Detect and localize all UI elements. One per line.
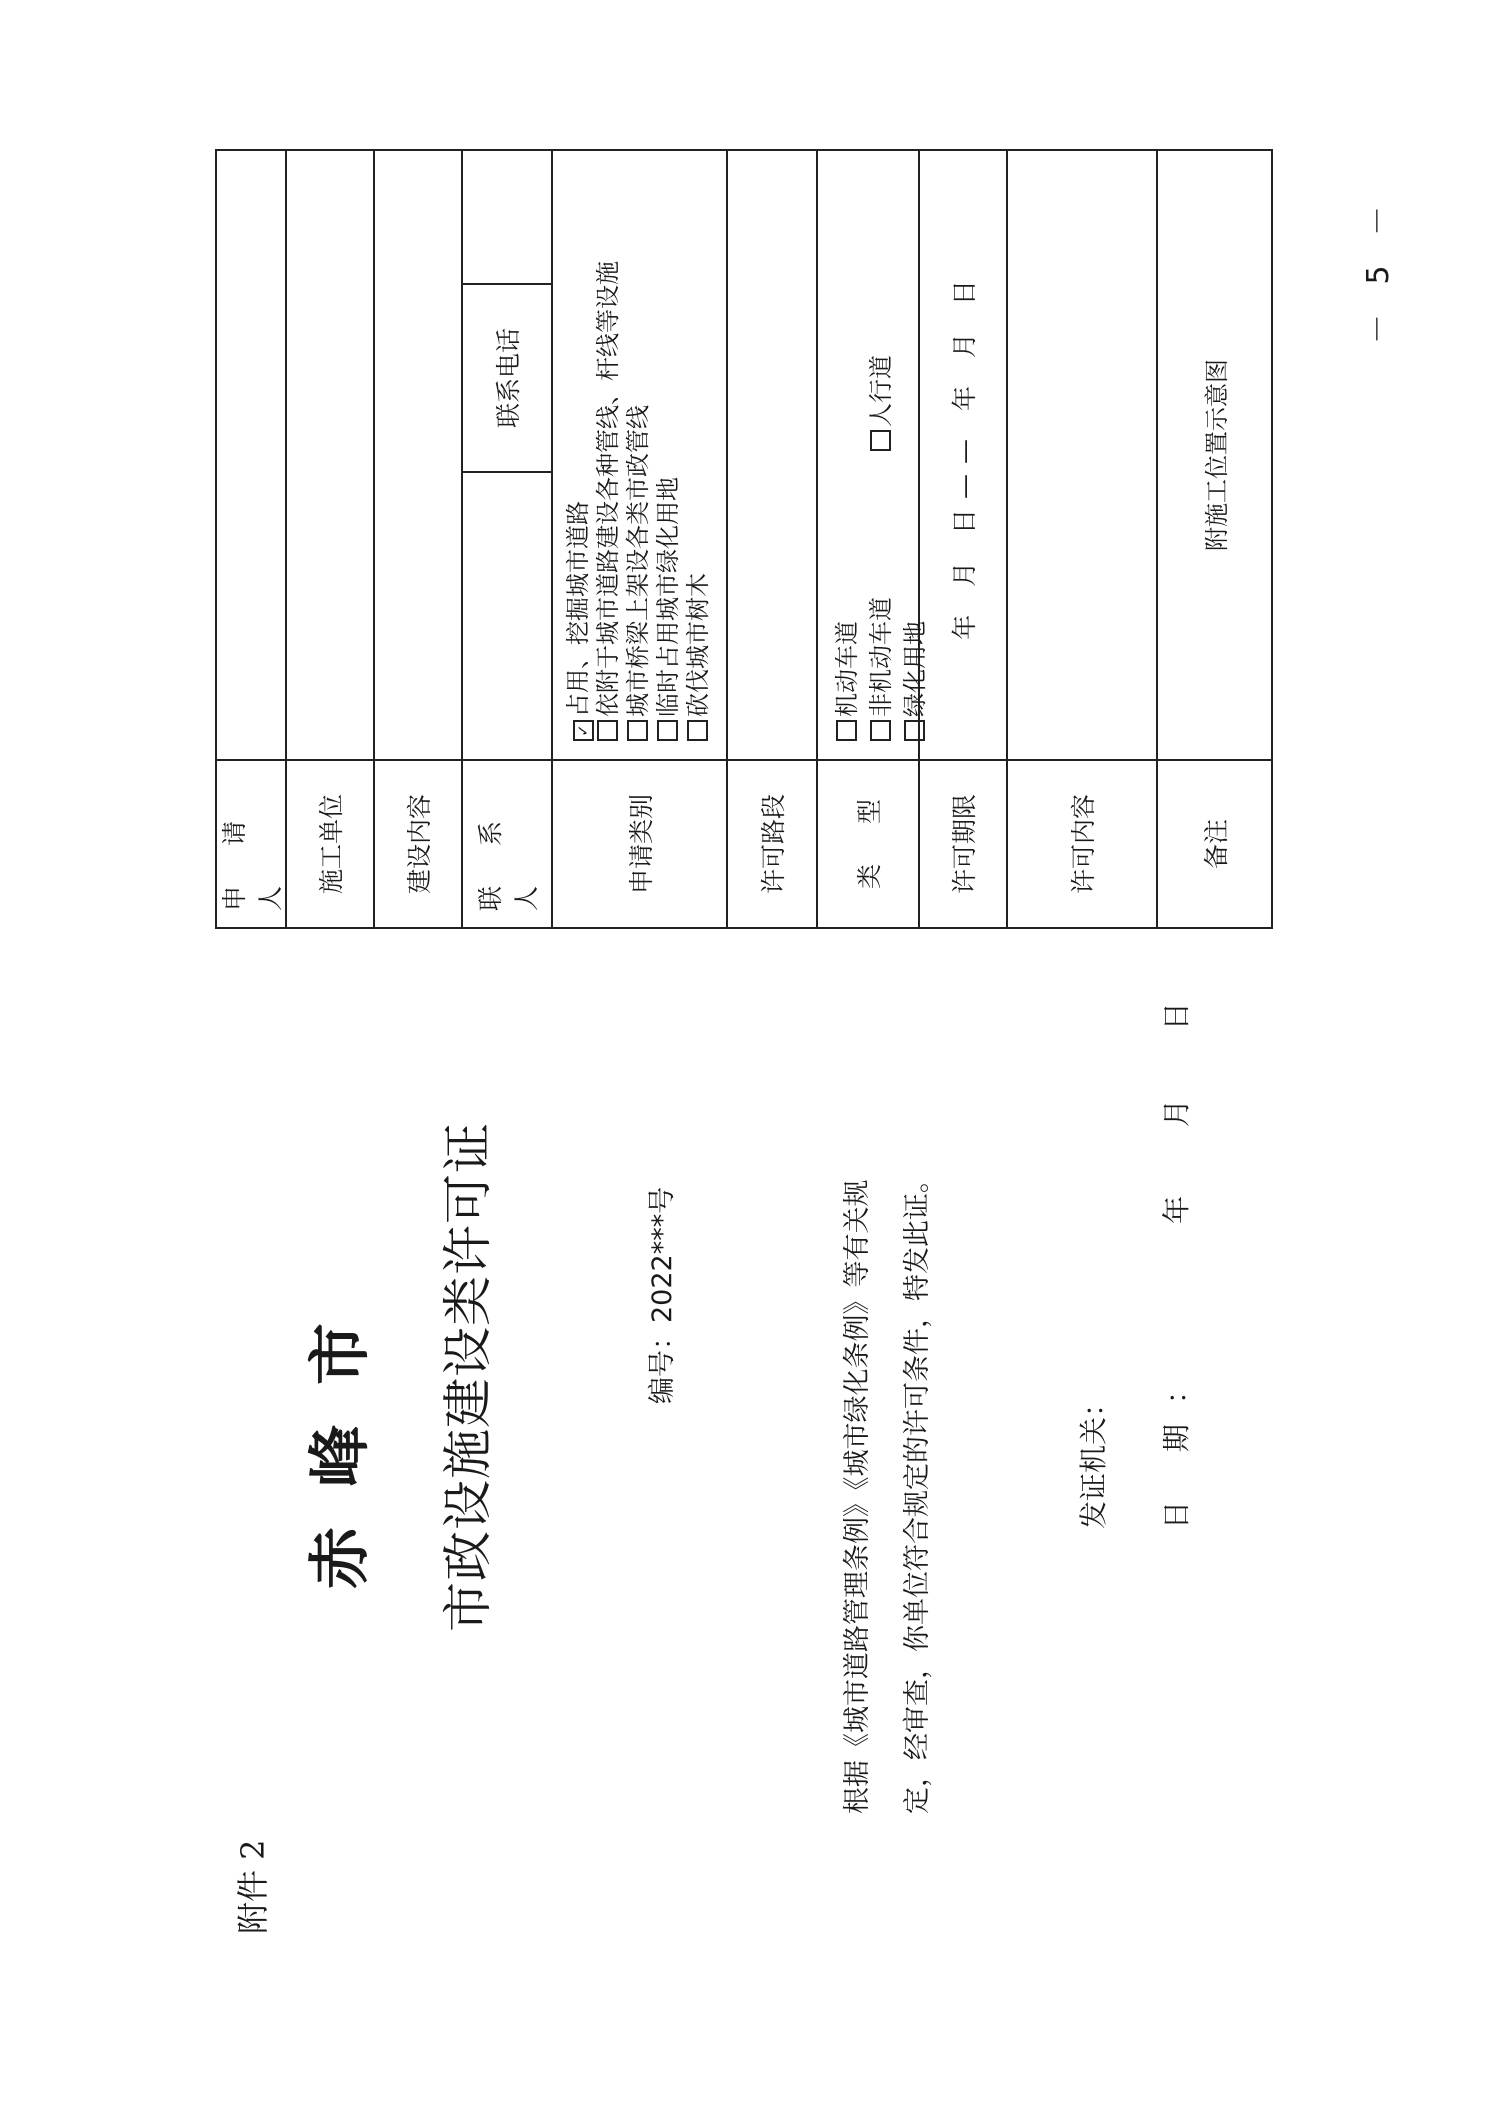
serial-number: 编号：2022***号 xyxy=(647,1186,678,1404)
checkbox-icon[interactable] xyxy=(627,720,648,741)
row-period xyxy=(920,151,1008,927)
type-label: 类 型 xyxy=(818,759,918,927)
checkbox-checked-icon[interactable]: ✓ xyxy=(573,720,594,741)
row-type xyxy=(818,151,929,927)
body-paragraph: 根据《城市道路管理条例》《城市绿化条例》等有关规定，经审查，你单位符合规定的许可条件，特发此证。 xyxy=(842,1166,933,1814)
category-label: 申请类别 xyxy=(553,759,726,927)
row-category xyxy=(553,151,728,927)
contractor-label: 施工单位 xyxy=(287,759,373,927)
category-option[interactable]: 砍伐城市树木 xyxy=(683,169,713,741)
period-value: 年 月 日—— 年 月 日 xyxy=(950,270,979,640)
contact-label: 联 系 人 xyxy=(463,759,551,927)
content-label: 建设内容 xyxy=(375,759,461,927)
date-label: 日 期： xyxy=(1160,1356,1193,1529)
phone-label: 联系电话 xyxy=(463,283,551,473)
permit-table xyxy=(215,149,1273,929)
city-title: 赤峰市 xyxy=(303,1282,376,1589)
date-value: 年 月 日 xyxy=(1160,972,1193,1224)
type-option[interactable]: 人行道 xyxy=(867,355,895,451)
checkbox-icon[interactable] xyxy=(836,720,857,741)
type-options xyxy=(818,151,929,759)
row-contractor xyxy=(287,151,375,927)
row-contact xyxy=(463,151,553,927)
permit-content-label: 许可内容 xyxy=(1008,759,1156,927)
type-option[interactable]: 机动车道 xyxy=(830,451,864,741)
checkbox-icon[interactable] xyxy=(597,720,618,741)
attachment-label: 附件 2 xyxy=(234,1839,272,1934)
permit-title: 市政设施建设类许可证 xyxy=(439,1122,497,1632)
row-remark xyxy=(1158,151,1271,927)
remark-value: 附施工位置示意图 xyxy=(1203,359,1231,551)
issuer-label: 发证机关： xyxy=(1077,1388,1110,1529)
category-option[interactable]: 临时占用城市绿化用地 xyxy=(653,169,683,741)
category-option[interactable]: 城市桥梁上架设各类市政管线 xyxy=(623,169,653,741)
category-option[interactable]: ✓占用、挖掘城市道路 xyxy=(563,169,593,741)
row-permit-content xyxy=(1008,151,1158,927)
type-option[interactable]: 绿化用地 xyxy=(901,621,929,741)
category-option[interactable]: 依附于城市道路建设各种管线、杆线等设施 xyxy=(593,169,623,741)
period-label: 许可期限 xyxy=(920,759,1006,927)
checkbox-icon[interactable] xyxy=(687,720,708,741)
row-content xyxy=(375,151,463,927)
row-applicant xyxy=(217,151,287,927)
checkbox-icon[interactable] xyxy=(870,720,891,741)
row-section xyxy=(728,151,818,927)
remark-label: 备注 xyxy=(1158,759,1271,927)
category-options xyxy=(553,151,726,759)
applicant-label: 申 请 人 xyxy=(217,759,285,927)
type-option[interactable]: 非机动车道 xyxy=(864,451,898,741)
section-label: 许可路段 xyxy=(728,759,816,927)
page-number: － 5 － xyxy=(1361,195,1396,344)
checkbox-icon[interactable] xyxy=(870,430,891,451)
checkbox-icon[interactable] xyxy=(657,720,678,741)
